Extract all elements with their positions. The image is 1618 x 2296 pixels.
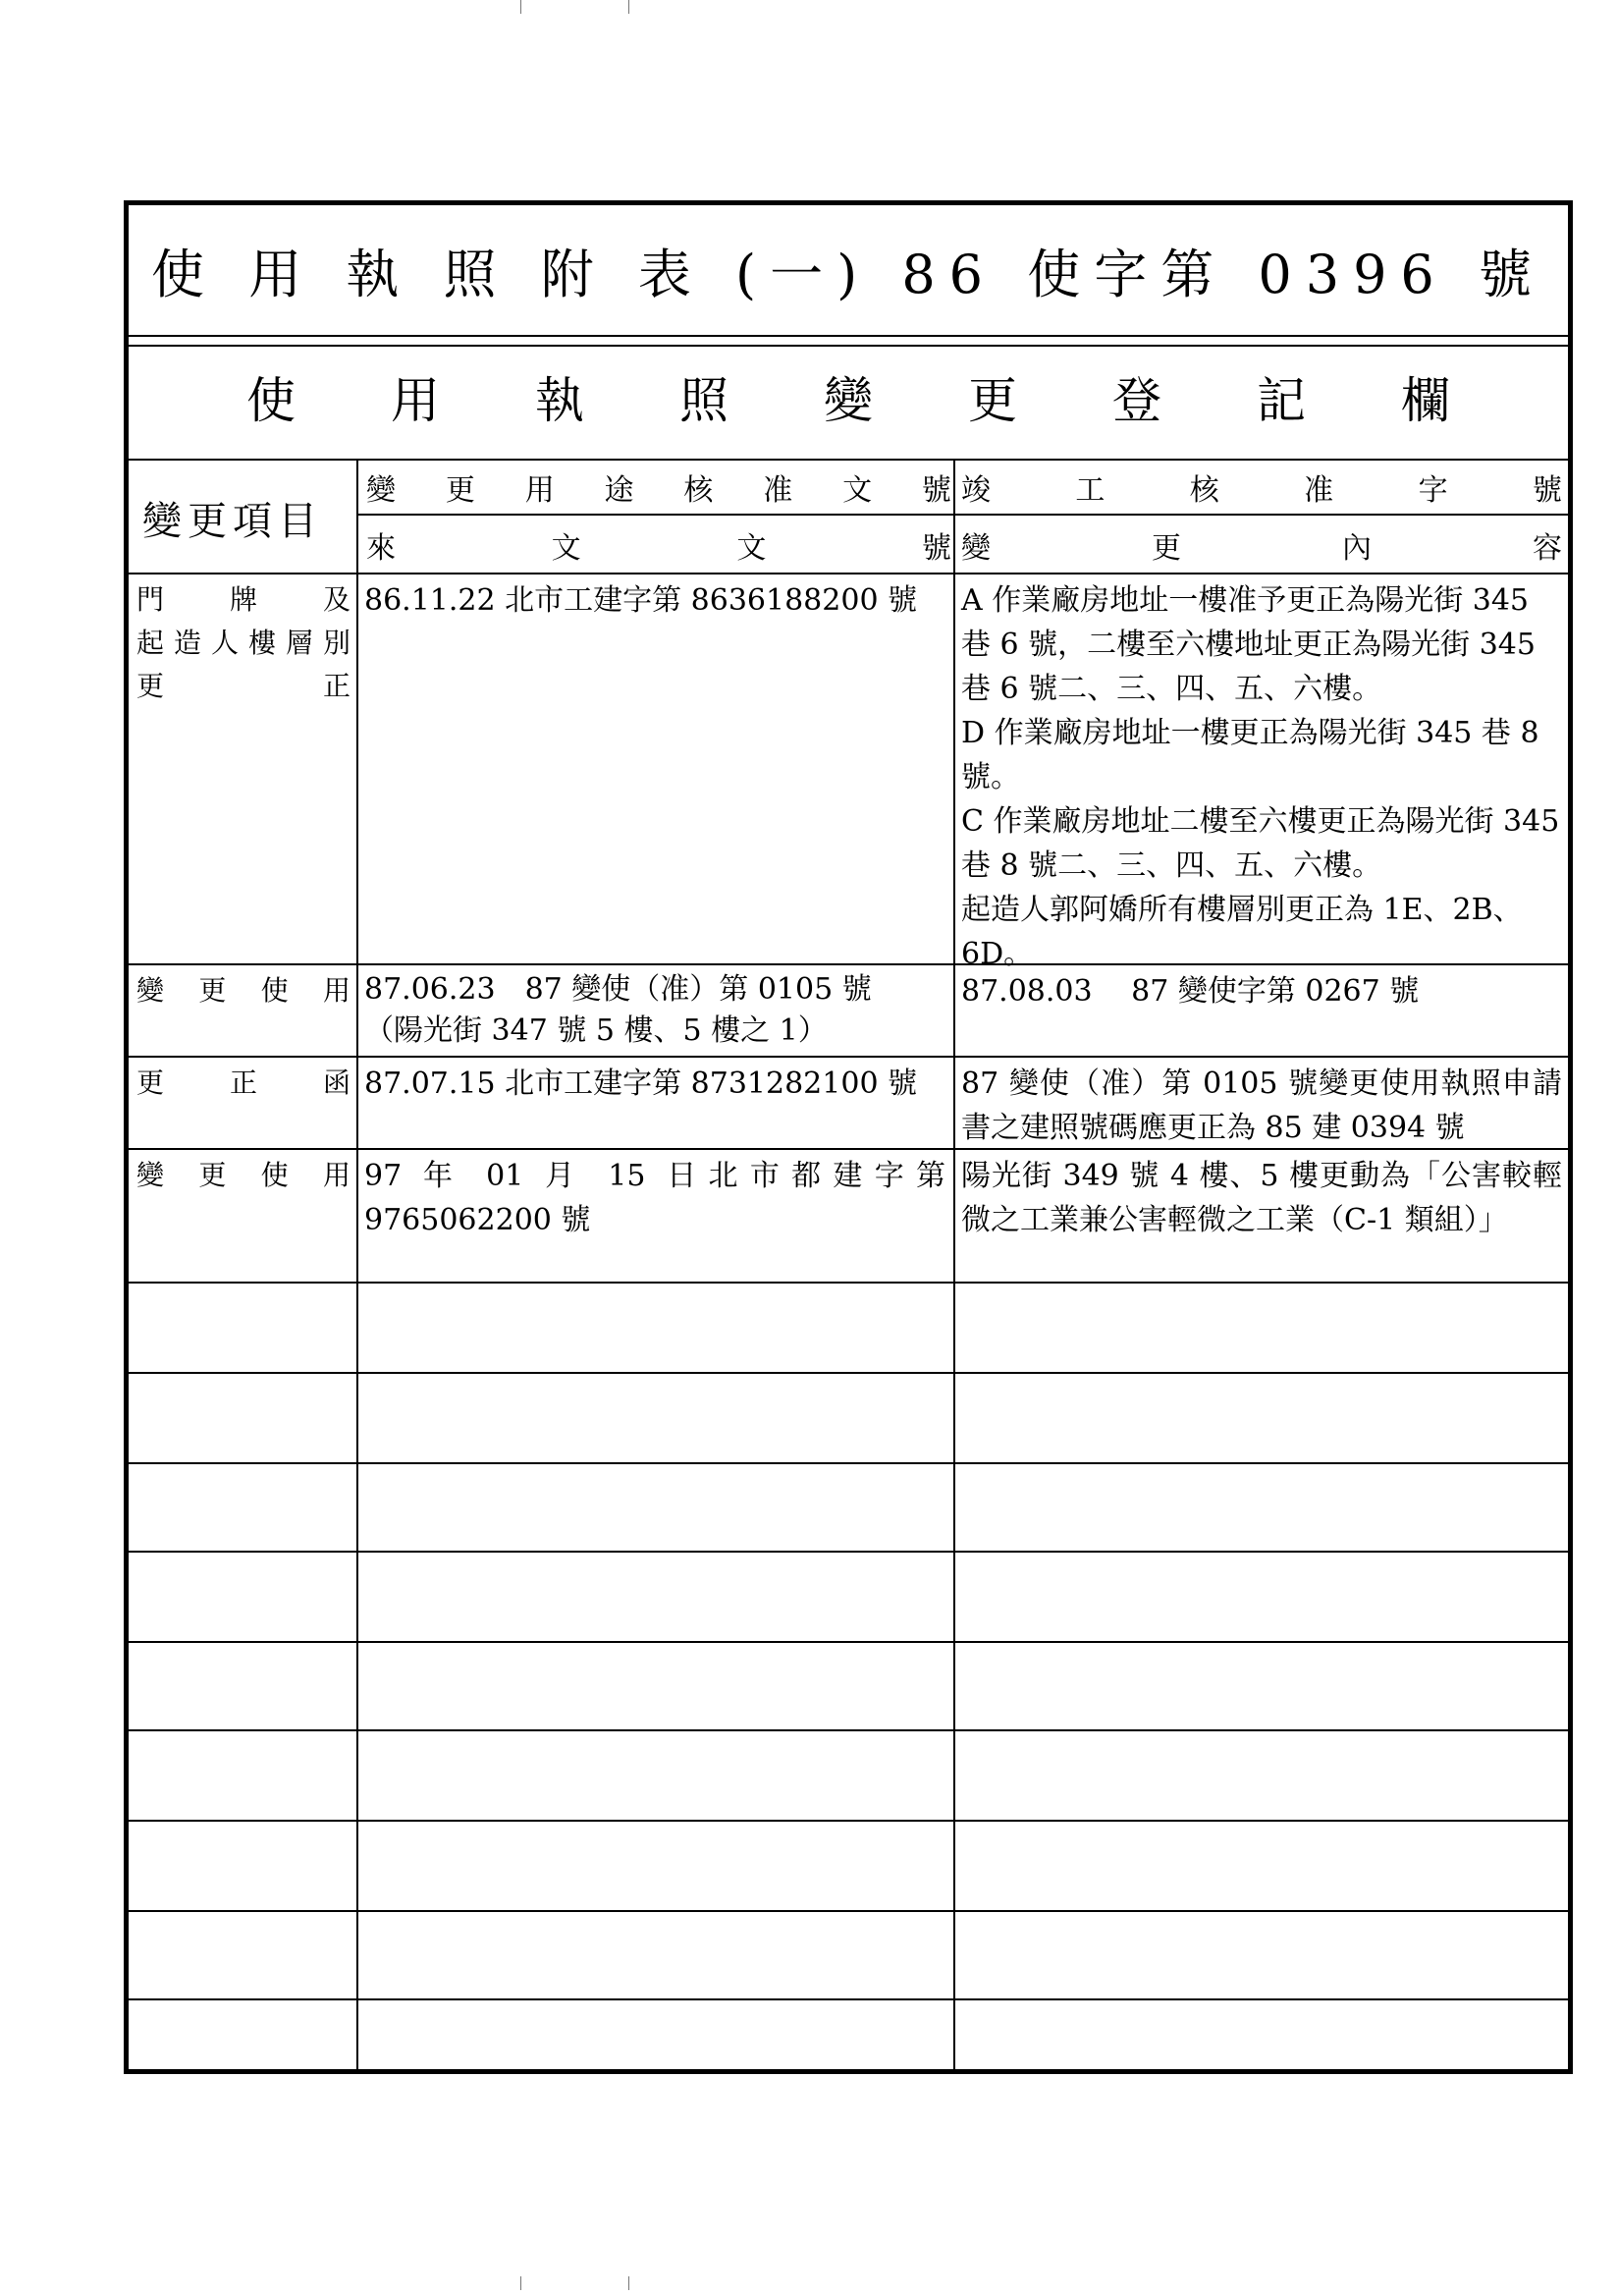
section-title-char: 更 [968,372,1017,429]
row-item-line: 變 更 使 用 [136,1159,351,1191]
row-line [129,1372,1568,1374]
header-item-label: 變更項目 [142,498,323,544]
scan-mark [520,2276,521,2290]
header-char: 更 [445,473,475,508]
row-item-line: 更 正 [136,670,351,702]
row-line [129,1729,1568,1731]
section-title-char: 變 [824,372,873,429]
section-title-char: 用 [391,372,440,429]
header-char: 准 [763,473,793,508]
row-item [133,576,354,710]
header-char: 變 [366,473,396,508]
row-item-line: 更 正 函 [136,1066,351,1099]
header-approval-no [362,461,955,514]
column-line [356,459,358,2069]
row-item [133,1152,354,1199]
section-title [129,343,1568,451]
row-approval-no: 97 年 01 月 15 日北市都建字第 9765062200 號 [364,1159,955,1237]
form-title: 使 用 執 照 附 表 (一) 86 使字第 0396 號 [151,243,1545,305]
section-title-char: 使 [246,372,296,429]
header-char: 來 [366,531,396,566]
row-line [129,1910,1568,1912]
header-mid-line [356,514,1568,516]
header-char: 文 [842,473,873,508]
header-incoming-no [362,518,955,573]
row-item [133,1060,354,1107]
header-change-content [957,518,1566,573]
row-item-line: 門 牌 及 [136,583,351,616]
row-approval-no: 86.11.22 北市工建字第 8636188200 號 [364,583,918,618]
header-char: 核 [1189,473,1219,508]
header-char: 竣 [961,473,991,508]
header-char: 容 [1533,531,1562,566]
section-title-char: 欄 [1401,372,1450,429]
usage-permit-form [124,200,1573,2074]
row-change-content: 87 變使（准）第 0105 號變更使用執照申請書之建照號碼應更正為 85 建 0394 號 [961,1066,1562,1145]
header-char: 更 [1152,531,1181,566]
header-bottom-line [129,573,1568,574]
row-item [133,967,354,1014]
header-char: 准 [1304,473,1334,508]
row-line [129,1056,1568,1058]
header-char: 用 [524,473,555,508]
header-char: 文 [551,531,581,566]
header-char: 字 [1418,473,1448,508]
scan-mark [520,0,521,14]
header-char: 核 [683,473,714,508]
row-approval-no: 87.06.23 87 變使（准）第 0105 號 （陽光街 347 號 5 樓、5 樓之 1） [364,972,872,1048]
title-divider [129,335,1568,337]
row-line [129,1820,1568,1822]
row-change-content: 87.08.03 87 變使字第 0267 號 [961,974,1420,1009]
header-completion-no [957,461,1566,514]
header-char: 內 [1342,531,1372,566]
row-change-content: 陽光街 349 號 4 樓、5 樓更動為「公害較輕微之工業兼公害輕微之工業（C-1 類組）」 [961,1159,1562,1237]
row-item-line: 變 更 使 用 [136,974,351,1007]
header-char: 變 [961,531,991,566]
section-title-char: 照 [679,372,728,429]
row-line [129,1282,1568,1284]
row-line [129,1462,1568,1464]
header-char: 號 [1532,473,1562,508]
row-change-content: A 作業廠房地址一樓准予更正為陽光街 345 巷 6 號，二樓至六樓地址更正為陽光街 345 巷 6 號二、三、四、五、六樓。 D 作業廠房地址一樓更正為陽光街 345 巷 8 號。 C 作業廠房地址二樓至六樓更正為陽光街 345 巷 8 號二、三、四、五、六樓。 起造人郭阿嬌所有樓層別更正為 1E、2B、6D。 [961,583,1560,971]
header-char: 文 [736,531,767,566]
section-title-char: 記 [1257,372,1306,429]
row-line [129,1641,1568,1643]
row-approval-no: 87.07.15 北市工建字第 8731282100 號 [364,1066,918,1101]
header-char: 號 [921,473,951,508]
header-item [135,463,352,573]
row-line [129,1551,1568,1553]
header-char: 號 [921,531,951,566]
header-char: 工 [1075,473,1106,508]
header-char: 途 [604,473,634,508]
row-line [129,1998,1568,2000]
scan-mark [628,0,629,14]
row-item-line: 起造人樓層別 [136,627,351,659]
section-title-char: 執 [535,372,584,429]
scan-mark [628,2276,629,2290]
section-title-char: 登 [1112,372,1161,429]
